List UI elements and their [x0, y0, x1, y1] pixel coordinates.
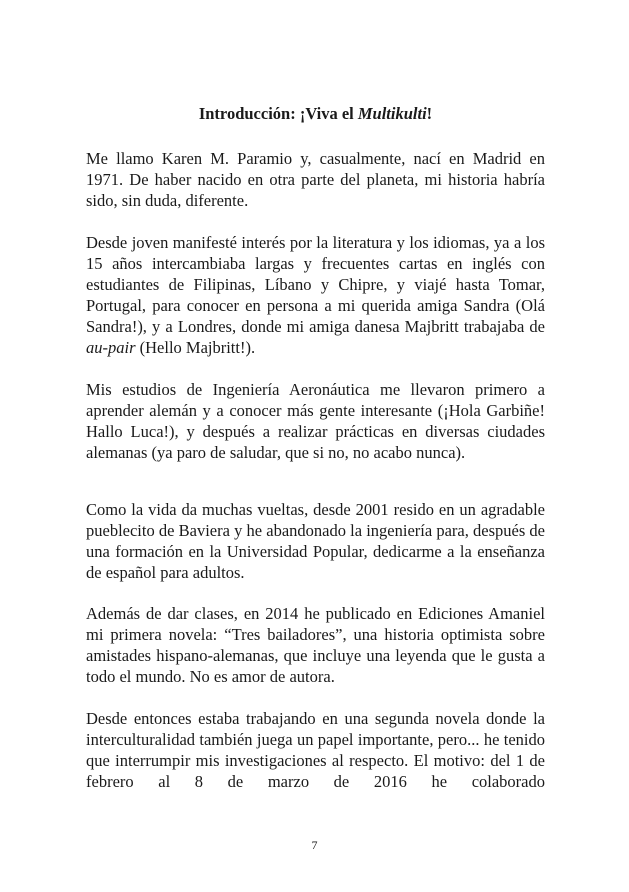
- paragraph-2: [86, 232, 545, 358]
- paragraph-2-text-end: (Hello Majbritt!).: [135, 338, 256, 357]
- paragraph-3: [86, 379, 545, 463]
- chapter-title-text: Introducción: ¡Viva el: [198, 104, 358, 123]
- paragraph-6: [86, 708, 545, 792]
- paragraph-1-text: Me llamo Karen M. Paramio y, casualmente, nací en Madrid en 1971. De haber nacido en otra parte del planeta, mi historia habría sido, sin duda, diferente.: [86, 149, 545, 210]
- paragraph-4-text: Como la vida da muchas vueltas, desde 2001 resido en un agradable pueblecito de Baviera y he abandonado la ingeniería para, después de una formación en la Universidad Popular, dedicarme a la enseñanza de español para adultos.: [86, 500, 545, 582]
- chapter-title-italic: Multikulti: [357, 104, 427, 123]
- paragraph-5: [86, 603, 545, 687]
- chapter-title-suffix: !: [426, 104, 433, 123]
- page-number: 7: [311, 838, 318, 852]
- paragraph-3-text: Mis estudios de Ingeniería Aeronáutica me llevaron primero a aprender alemán y a conocer más gente interesante (¡Hola Garbiñe! Hallo Luca!), y después a realizar prácticas en diversas ciudades alemanas (ya paro de saludar, que si no, no acabo nunca).: [86, 380, 545, 462]
- paragraph-6-text: Desde entonces estaba trabajando en una segunda novela donde la interculturalidad también juega un papel importante, pero... he tenido que interrumpir mis investigaciones al respecto. El motivo: del 1 de febrero al 8 de marzo de 2016 he colaborado: [86, 709, 545, 791]
- paragraph-2-italic: au-pair: [86, 338, 136, 357]
- chapter-title: [86, 104, 545, 124]
- paragraph-5-text: Además de dar clases, en 2014 he publicado en Ediciones Amaniel mi primera novela: “Tres bailadores”, una historia optimista sobre amistades hispano-alemanas, que incluye una leyenda que le gusta a todo el mundo. No es amor de autora.: [86, 604, 545, 686]
- paragraph-2-text: Desde joven manifesté interés por la literatura y los idiomas, ya a los 15 años intercambiaba largas y frecuentes cartas en inglés con estudiantes de Filipinas, Líbano y Chipre, y viajé hasta Tomar, Portugal, para conocer en persona a mi querida amiga Sandra (Olá Sandra!), y a Londres, donde mi amiga danesa Majbritt trabajaba de: [86, 233, 545, 336]
- paragraph-1: [86, 148, 545, 211]
- paragraph-4: [86, 499, 545, 583]
